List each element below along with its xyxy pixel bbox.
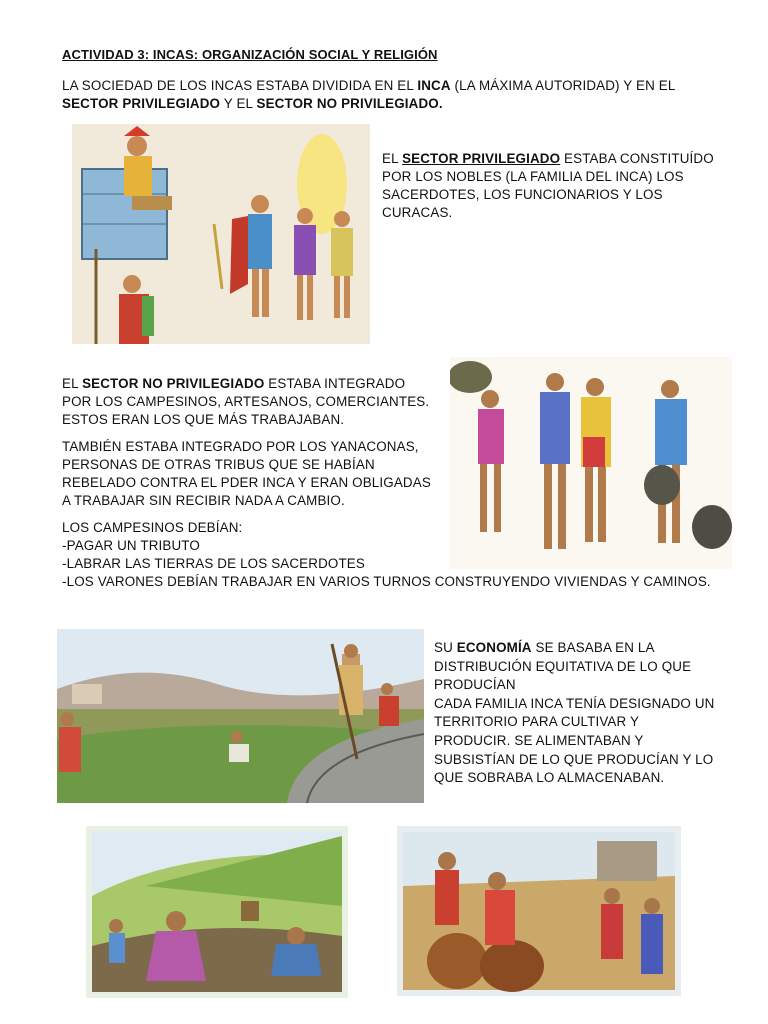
economy-line-6: PRODUCIR. SE ALIMENTABAN Y <box>434 732 644 748</box>
non-privileged-line-2: POR LOS CAMPESINOS, ARTESANOS, COMERCIANTES. <box>62 394 430 409</box>
privileged-paragraph <box>382 150 742 222</box>
privileged-line-3: SACERDOTES, LOS FUNCIONARIOS Y LOS <box>382 187 663 202</box>
peasants-line-3: -LABRAR LAS TIERRAS DE LOS SACERDOTES <box>62 556 365 571</box>
intro-text-2: (LA MÁXIMA AUTORIDAD) Y EN EL <box>450 78 676 93</box>
intro-paragraph <box>62 77 722 113</box>
economy-line-4: CADA FAMILIA INCA TENÍA DESIGNADO UN <box>434 695 715 711</box>
inca-nobles-illustration <box>72 124 370 344</box>
yanaconas-paragraph <box>62 438 452 510</box>
privileged-text-2: ESTABA CONSTITUÍDO <box>560 151 714 166</box>
economy-line-3: PRODUCÍAN <box>434 677 516 693</box>
peasants-paragraph <box>62 519 752 591</box>
terraces-farming-illustration <box>57 629 424 803</box>
non-privileged-paragraph <box>62 375 442 429</box>
intro-text-1: LA SOCIEDAD DE LOS INCAS ESTABA DIVIDIDA EN EL <box>62 78 418 93</box>
economy-text-1: SU <box>434 640 457 655</box>
economy-term: ECONOMÍA <box>456 640 532 655</box>
non-privileged-line-3: ESTOS ERAN LOS QUE MÁS TRABAJABAN. <box>62 412 345 427</box>
intro-inca: INCA <box>417 78 451 93</box>
non-privileged-text-1: EL <box>62 376 83 391</box>
economy-paragraph <box>434 639 754 788</box>
economy-line-2: DISTRIBUCIÓN EQUITATIVA DE LO QUE <box>434 658 692 674</box>
privileged-term: SECTOR PRIVILEGIADO <box>402 151 561 166</box>
intro-privileged: SECTOR PRIVILEGIADO <box>62 96 221 111</box>
non-privileged-term: SECTOR NO PRIVILEGIADO <box>82 376 265 391</box>
privileged-text-1: EL <box>382 151 403 166</box>
yanaconas-line-2: PERSONAS DE OTRAS TRIBUS QUE SE HABÍAN <box>62 457 375 472</box>
economy-line-7: SUBSISTÍAN DE LO QUE PRODUCÍAN Y LO <box>434 751 714 767</box>
privileged-line-2: POR LOS NOBLES (LA FAMILIA DEL INCA) LOS <box>382 169 684 184</box>
page-title: ACTIVIDAD 3: INCAS: ORGANIZACIÓN SOCIAL Y RELIGIÓN <box>62 47 438 62</box>
women-planting-illustration <box>86 826 348 998</box>
yanaconas-line-3: REBELADO CONTRA EL PDER INCA Y ERAN OBLIGADAS <box>62 475 431 490</box>
peasants-line-2: -PAGAR UN TRIBUTO <box>62 538 200 553</box>
privileged-line-4: CURACAS. <box>382 205 453 220</box>
peasants-line-4: -LOS VARONES DEBÍAN TRABAJAR EN VARIOS TURNOS CONSTRUYENDO VIVIENDAS Y CAMINOS. <box>62 574 711 589</box>
economy-text-2: SE BASABA EN LA <box>531 640 655 655</box>
intro-text-3: Y EL <box>220 96 257 111</box>
economy-line-5: TERRITORIO PARA CULTIVAR Y <box>434 714 640 730</box>
yanaconas-line-4: A TRABAJAR SIN RECIBIR NADA A CAMBIO. <box>62 493 345 508</box>
storage-vessels-illustration <box>397 826 681 996</box>
yanaconas-line-1: TAMBIÉN ESTABA INTEGRADO POR LOS YANACONAS, <box>62 439 419 454</box>
economy-line-8: QUE SOBRABA LO ALMACENABAN. <box>434 770 665 786</box>
intro-non-privileged: SECTOR NO PRIVILEGIADO. <box>256 96 443 111</box>
peasants-line-1: LOS CAMPESINOS DEBÍAN: <box>62 520 243 535</box>
non-privileged-text-2: ESTABA INTEGRADO <box>264 376 406 391</box>
